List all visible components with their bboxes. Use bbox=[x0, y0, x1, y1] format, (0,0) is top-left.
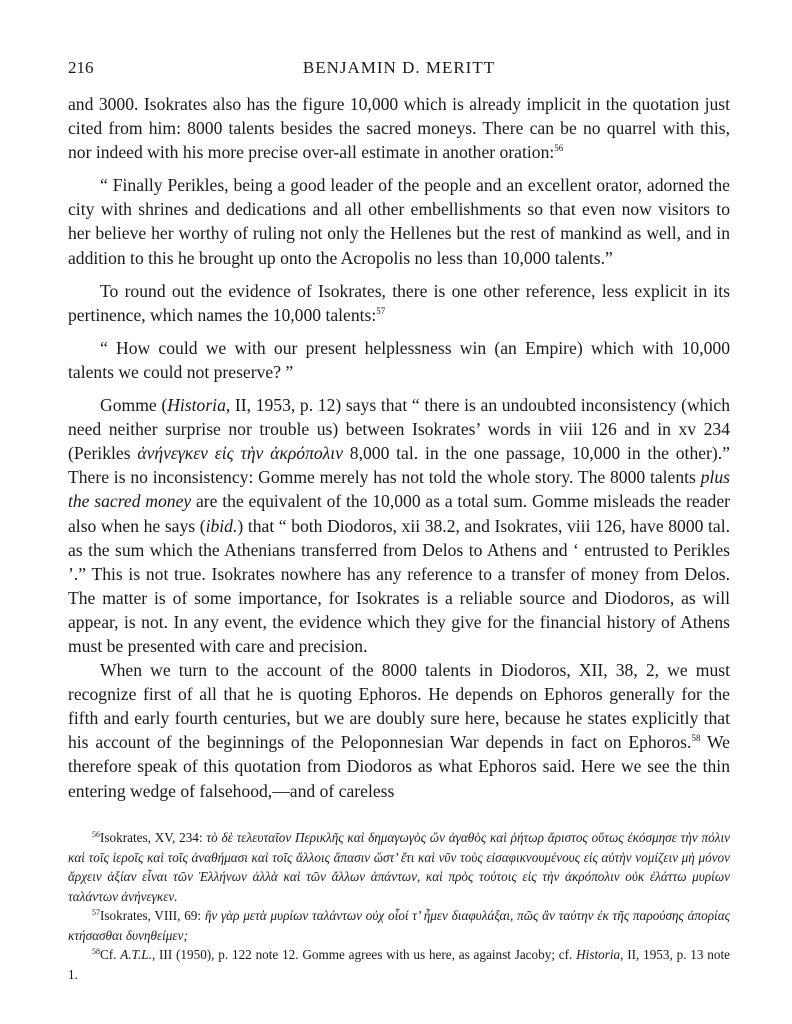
paragraph-3-part-a: Gomme ( bbox=[100, 395, 168, 416]
page-number: 216 bbox=[68, 58, 94, 77]
footnote-58-part-a: Cf. bbox=[100, 947, 121, 962]
footnote-57-ref: Isokrates, VIII, 69: bbox=[100, 908, 205, 923]
footnote-58-number: 58 bbox=[92, 947, 100, 956]
paragraph-3-part-c: 8,000 tal. in the one passage, 10,000 in the other).” There is no inconsistency: Gomme merely has not told the whole story. The 8000 talents bbox=[68, 443, 730, 488]
paragraph-3-part-e: ) that “ both Diodoros, xii 38.2, and Isokrates, viii 126, have 8000 tal. as the sum which the Athenians transferred from Delos to Athens and ‘ entrusted to Perikles ’.” This is not true. Isokrates nowhere has any reference to a transfer of money from Delos. The matter is of some importance, for Isokrates is a reliable source and Diodoros, as will appear, is not. In any event, the evidence which they give for the financial history of Athens must be presented with care and precision. bbox=[68, 515, 730, 656]
quote-isokrates-xv: “ Finally Perikles, being a good leader of the people and an excellent orator, adorned the city with shrines and dedications and all other embellishments so that even now visitors to her believe her worthy of ruling not only the Hellenes but the rest of mankind as well, and in addition to this he brought up onto the Acropolis no less than 10,000 talents.” bbox=[68, 175, 730, 268]
paragraph-1-text: and 3000. Isokrates also has the figure 10,000 which is already implicit in the quotation just cited from him: 8000 talents besides the sacred moneys. There can be no quarrel with this, nor indeed with his more precise over-all estimate in another oration: bbox=[68, 94, 730, 163]
footnote-56-ref: Isokrates, XV, 234: bbox=[100, 830, 207, 845]
footnote-58-part-b: , III (1950), p. 122 note 12. Gomme agrees with us here, as against Jacoby; cf. bbox=[151, 947, 577, 962]
footnote-57 bbox=[68, 906, 730, 945]
paragraph-2 bbox=[68, 279, 730, 327]
footnotes bbox=[68, 828, 730, 984]
greek-phrase: ἀνήνεγκεν εἰς τὴν ἀκρόπολιν bbox=[137, 443, 343, 464]
footnote-56-greek: τὸ δὲ τελευταῖον Περικλῆς καὶ δημαγωγὸς ὤν ἀγαθὸς καὶ ῥήτωρ ἄριστος οὕτως ἐκόσμησε τὴν πόλιν καὶ τοῖς ἱεροῖς καὶ τοῖς ἀναθήμασι καὶ τοῖς ἄλλοις ἅπασιν ὥστ’ ἔτι καὶ νῦν τοὺς εἰσαφικνουμένους εἰς αὐτὴν νομίζειν μὴ μόνον ἄρχειν ἀξίαν εἶναι τῶν Ἑλλήνων ἀλλὰ καὶ τῶν ἄλλων ἁπάντων, καὶ πρὸς τούτοις εἰς τὴν ἀκρόπολιν οὐκ ἐλάττω μυρίων ταλάντων ἀνήνεγκεν. bbox=[68, 830, 730, 904]
footnote-ref-58: 58 bbox=[691, 733, 701, 744]
paragraph-1 bbox=[68, 92, 730, 164]
quote-isokrates-viii: “ How could we with our present helplessness win (an Empire) which with 10,000 talents we could not preserve? ” bbox=[68, 337, 730, 382]
paragraph-4-part-b: We therefore speak of this quotation from Diodoros as what Ephoros said. Here we see the thin entering wedge of falsehood,—and of careless bbox=[68, 732, 730, 801]
footnote-56-number: 56 bbox=[92, 830, 100, 839]
ibid-ref: ibid. bbox=[205, 515, 238, 536]
footnote-ref-56: 56 bbox=[554, 143, 564, 154]
page-header bbox=[68, 58, 730, 82]
footnote-ref-57: 57 bbox=[376, 305, 386, 316]
paragraph-3-part-d: are the equivalent of the 10,000 as a total sum. Gomme misleads the reader also when he says ( bbox=[68, 491, 730, 536]
footnote-57-number: 57 bbox=[92, 908, 100, 917]
body-text bbox=[68, 92, 730, 803]
footnote-57-greek: ἢν γὰρ μετὰ μυρίων ταλάντων οὐχ οἷοί τ’ ἦμεν διαφυλάξαι, πῶς ἂν ταύτην ἐκ τῆς παρούσης ἀπορίας κτήσασθαι δυνηθείμεν; bbox=[68, 908, 730, 943]
historia-title: Historia bbox=[167, 395, 226, 416]
emphasis-sacred-money: plus the sacred money bbox=[68, 467, 730, 512]
paragraph-2-text: To round out the evidence of Isokrates, there is one other reference, less explicit in its pertinence, which names the 10,000 talents: bbox=[68, 280, 730, 325]
historia-title-note: Historia bbox=[576, 947, 621, 962]
running-head: BENJAMIN D. MERITT bbox=[302, 58, 496, 77]
atl-title: A.T.L. bbox=[120, 947, 152, 962]
paragraph-3 bbox=[68, 393, 730, 658]
paragraph-4-part-a: When we turn to the account of the 8000 talents in Diodoros, XII, 38, 2, we must recognize first of all that he is quoting Ephoros. He depends on Ephoros generally for the fifth and early fourth centuries, but we are doubly sure here, because he states explicitly that his account of the beginnings of the Peloponnesian War depends in fact on Ephoros. bbox=[68, 660, 730, 753]
paragraph-4 bbox=[68, 658, 730, 803]
footnote-58 bbox=[68, 945, 730, 984]
footnote-56 bbox=[68, 828, 730, 906]
paragraph-3-part-b: , II, 1953, p. 12) says that “ there is an undoubted inconsistency (which need neither surprise nor trouble us) between Isokrates’ words in viii 126 and in xv 234 (Perikles bbox=[68, 395, 730, 464]
footnote-58-part-c: , II, 1953, p. 13 note 1. bbox=[68, 947, 730, 982]
